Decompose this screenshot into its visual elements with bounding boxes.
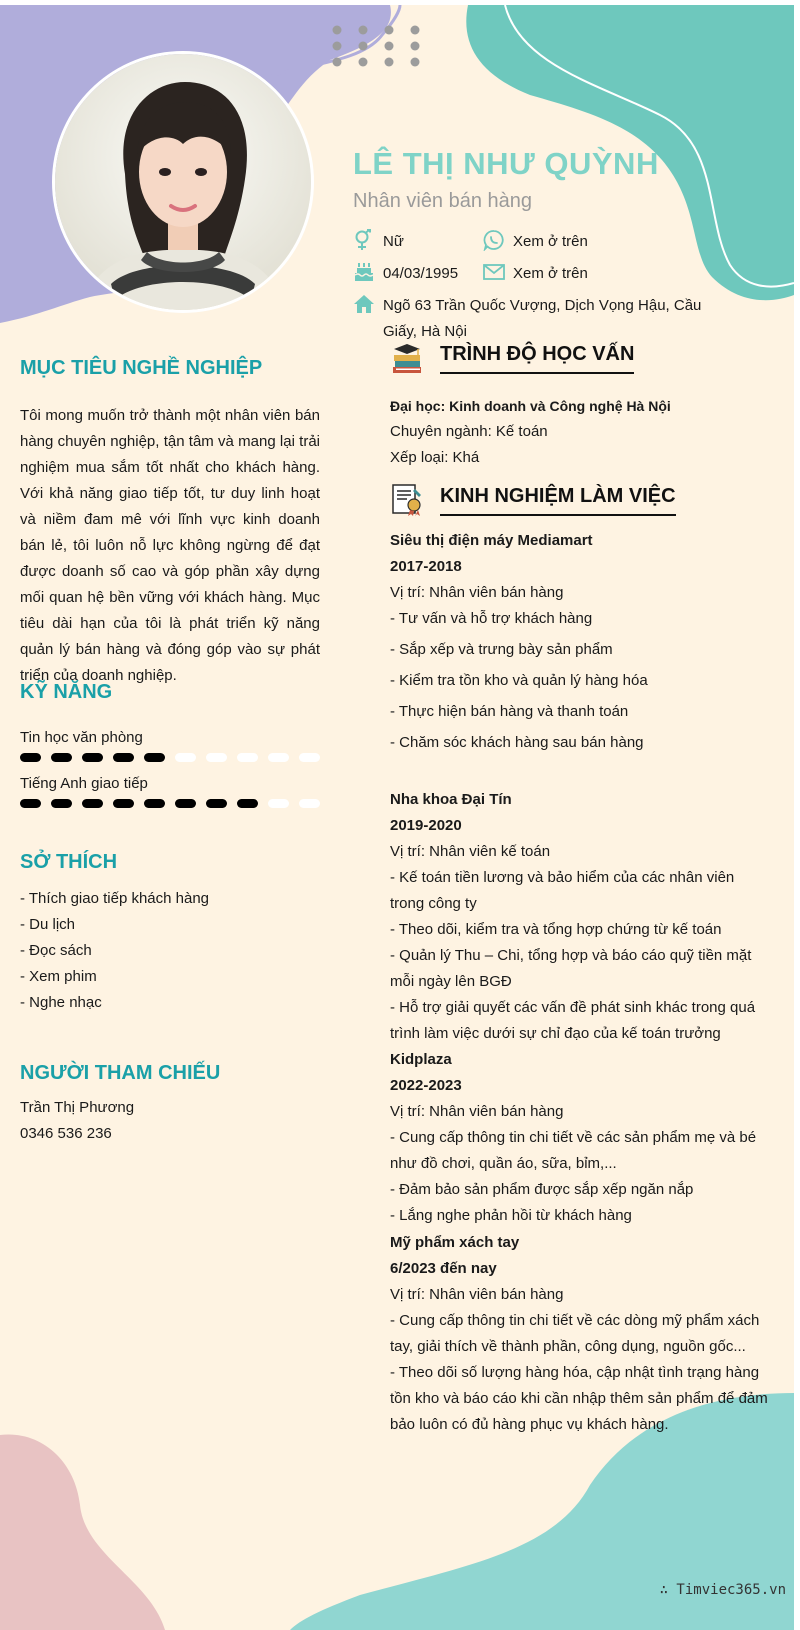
info-address	[353, 293, 713, 345]
job-position: Vị trí: Nhân viên bán hàng	[390, 1286, 564, 1303]
info-email	[483, 261, 588, 287]
info-phone	[483, 229, 588, 255]
job-company: Siêu thị điện máy Mediamart	[390, 532, 593, 549]
job-company: Kidplaza	[390, 1051, 452, 1068]
job-title: Nhân viên bán hàng	[353, 190, 533, 212]
skills-heading: KỸ NĂNG	[20, 681, 113, 703]
education-school: Đại học: Kinh doanh và Công nghệ Hà Nội	[390, 398, 671, 414]
envelope-icon	[483, 261, 513, 283]
skill-dot-filled	[206, 799, 227, 808]
job-company: Nha khoa Đại Tín	[390, 791, 512, 808]
job-task: - Quản lý Thu – Chi, tổng hợp và báo cáo quỹ tiền mặt mỗi ngày lên BGĐ	[390, 947, 752, 990]
education-major: Chuyên ngành: Kế toán	[390, 423, 548, 440]
skill-dot-filled	[237, 799, 258, 808]
skill-dot-filled	[82, 753, 103, 762]
email-value: Xem ở trên	[513, 265, 588, 282]
skill-dot-filled	[113, 799, 134, 808]
birthday-value: 04/03/1995	[383, 265, 459, 282]
hobby-item: - Xem phim	[20, 968, 97, 985]
job-position: Vị trí: Nhân viên kế toán	[390, 843, 551, 860]
job-entry	[390, 528, 770, 761]
skill-name: Tin học văn phòng	[20, 729, 143, 746]
skill-dot-filled	[175, 799, 196, 808]
experience-heading-row	[390, 483, 676, 517]
skill-dot-empty	[175, 753, 196, 762]
skill-dot-empty	[299, 799, 320, 808]
phone-value: Xem ở trên	[513, 233, 588, 250]
objective-heading: MỤC TIÊU NGHỀ NGHIỆP	[20, 357, 263, 379]
site-watermark: ∴ Timviec365.vn	[659, 1582, 786, 1598]
watermark-text: Timviec365.vn	[676, 1582, 786, 1598]
candidate-name: LÊ THỊ NHƯ QUỲNH	[353, 146, 659, 181]
skill-dot-empty	[206, 753, 227, 762]
job-period: 2022-2023	[390, 1077, 462, 1094]
job-entry	[390, 1230, 770, 1438]
gender-value: Nữ	[383, 233, 404, 250]
skill-dot-filled	[82, 799, 103, 808]
gender-icon	[353, 229, 383, 251]
job-task: - Kiểm tra tồn kho và quản lý hàng hóa	[390, 672, 648, 689]
job-task: - Thực hiện bán hàng và thanh toán	[390, 703, 629, 720]
hobby-item: - Đọc sách	[20, 942, 92, 959]
job-position: Vị trí: Nhân viên bán hàng	[390, 1103, 564, 1120]
home-icon	[353, 293, 383, 315]
skill-dot-filled	[144, 799, 165, 808]
job-period: 2019-2020	[390, 817, 462, 834]
reference-heading: NGƯỜI THAM CHIẾU	[20, 1062, 221, 1084]
job-period: 2017-2018	[390, 558, 462, 575]
birthday-cake-icon	[353, 261, 383, 283]
education-heading-row	[390, 341, 634, 375]
objective-text: Tôi mong muốn trở thành một nhân viên bán hàng chuyên nghiệp, tận tâm và mang lại trải nghiệm mua sắm tốt nhất cho khách hàng. Với khả năng giao tiếp tốt, tư duy linh hoạt và niềm đam mê với lĩnh vực kinh doanh bán lẻ, tôi luôn nỗ lực không ngừng để đạt được doanh số cao và góp phần xây dựng mối quan hệ bền vững với khách hàng. Mục tiêu dài hạn của tôi là phát triển kỹ năng quản lý bán hàng và đóng góp vào sự phát triển của doanh nghiệp.	[20, 407, 320, 684]
address-value: Ngõ 63 Trần Quốc Vượng, Dịch Vọng Hậu, Cầu Giấy, Hà Nội	[383, 297, 702, 340]
skill-dot-filled	[51, 799, 72, 808]
job-position: Vị trí: Nhân viên bán hàng	[390, 584, 564, 601]
job-tasks	[390, 865, 770, 1047]
experience-heading: KINH NGHIỆM LÀM VIỆC	[440, 485, 676, 516]
job-task: - Sắp xếp và trưng bày sản phẩm	[390, 641, 613, 658]
education-heading: TRÌNH ĐỘ HỌC VẤN	[440, 343, 634, 374]
books-graduation-icon	[390, 341, 424, 375]
skill-rating	[20, 753, 320, 762]
job-entry	[390, 787, 770, 1047]
skill-dot-filled	[20, 799, 41, 808]
skill-name: Tiếng Anh giao tiếp	[20, 775, 148, 792]
hobby-item: - Nghe nhạc	[20, 994, 102, 1011]
avatar	[52, 51, 314, 313]
job-task: - Đảm bảo sản phẩm được sắp xếp ngăn nắp	[390, 1181, 694, 1198]
hobbies-list	[20, 886, 209, 1016]
skill-dot-empty	[268, 799, 289, 808]
hobby-item: - Thích giao tiếp khách hàng	[20, 890, 210, 907]
job-task: - Chăm sóc khách hàng sau bán hàng	[390, 734, 644, 751]
job-task: - Tư vấn và hỗ trợ khách hàng	[390, 610, 593, 627]
skill-dot-filled	[20, 753, 41, 762]
job-task: - Cung cấp thông tin chi tiết về các dòng mỹ phẩm xách tay, giải thích về thành phần, công dụng, nguồn gốc...	[390, 1312, 760, 1355]
education-rank: Xếp loại: Khá	[390, 449, 480, 466]
cv-sheet	[0, 5, 794, 1630]
skill-dot-filled	[113, 753, 134, 762]
job-tasks	[390, 1308, 770, 1438]
job-task: - Cung cấp thông tin chi tiết về các sản phẩm mẹ và bé như đồ chơi, quần áo, sữa, bỉm,...	[390, 1129, 757, 1172]
reference-info	[20, 1095, 134, 1147]
job-task: - Hỗ trợ giải quyết các vấn đề phát sinh khác trong quá trình làm việc dưới sự chỉ đạo của kế toán trưởng	[390, 999, 756, 1042]
job-entry	[390, 1047, 770, 1229]
job-task: - Lắng nghe phản hồi từ khách hàng	[390, 1207, 632, 1224]
info-birthday	[353, 261, 458, 287]
skill-dot-empty	[299, 753, 320, 762]
skill-dot-filled	[144, 753, 165, 762]
job-period: 6/2023 đến nay	[390, 1260, 497, 1277]
job-tasks	[390, 606, 770, 756]
whatsapp-icon	[483, 229, 513, 251]
skill-rating	[20, 799, 320, 808]
hobbies-heading: SỞ THÍCH	[20, 851, 118, 873]
portrait-photo	[55, 54, 311, 310]
reference-name: Trần Thị Phương	[20, 1099, 135, 1116]
job-task: - Theo dõi, kiểm tra và tổng hợp chứng từ kế toán	[390, 921, 722, 938]
skill-dot-filled	[51, 753, 72, 762]
job-tasks	[390, 1125, 770, 1229]
education-block	[390, 393, 770, 471]
certificate-icon	[390, 483, 424, 517]
info-gender	[353, 229, 404, 255]
skill-dot-empty	[237, 753, 258, 762]
job-task: - Theo dõi số lượng hàng hóa, cập nhật tình trạng hàng tồn kho và báo cáo khi cần nhập thêm sản phẩm để đảm bảo luôn có đủ hàng phục vụ khách hàng.	[390, 1364, 768, 1433]
skill-dot-empty	[268, 753, 289, 762]
job-task: - Kế toán tiền lương và bảo hiểm của các nhân viên trong công ty	[390, 869, 735, 912]
pink-blob	[0, 1434, 165, 1630]
job-company: Mỹ phẩm xách tay	[390, 1234, 520, 1251]
hobby-item: - Du lịch	[20, 916, 76, 933]
reference-phone: 0346 536 236	[20, 1125, 112, 1142]
